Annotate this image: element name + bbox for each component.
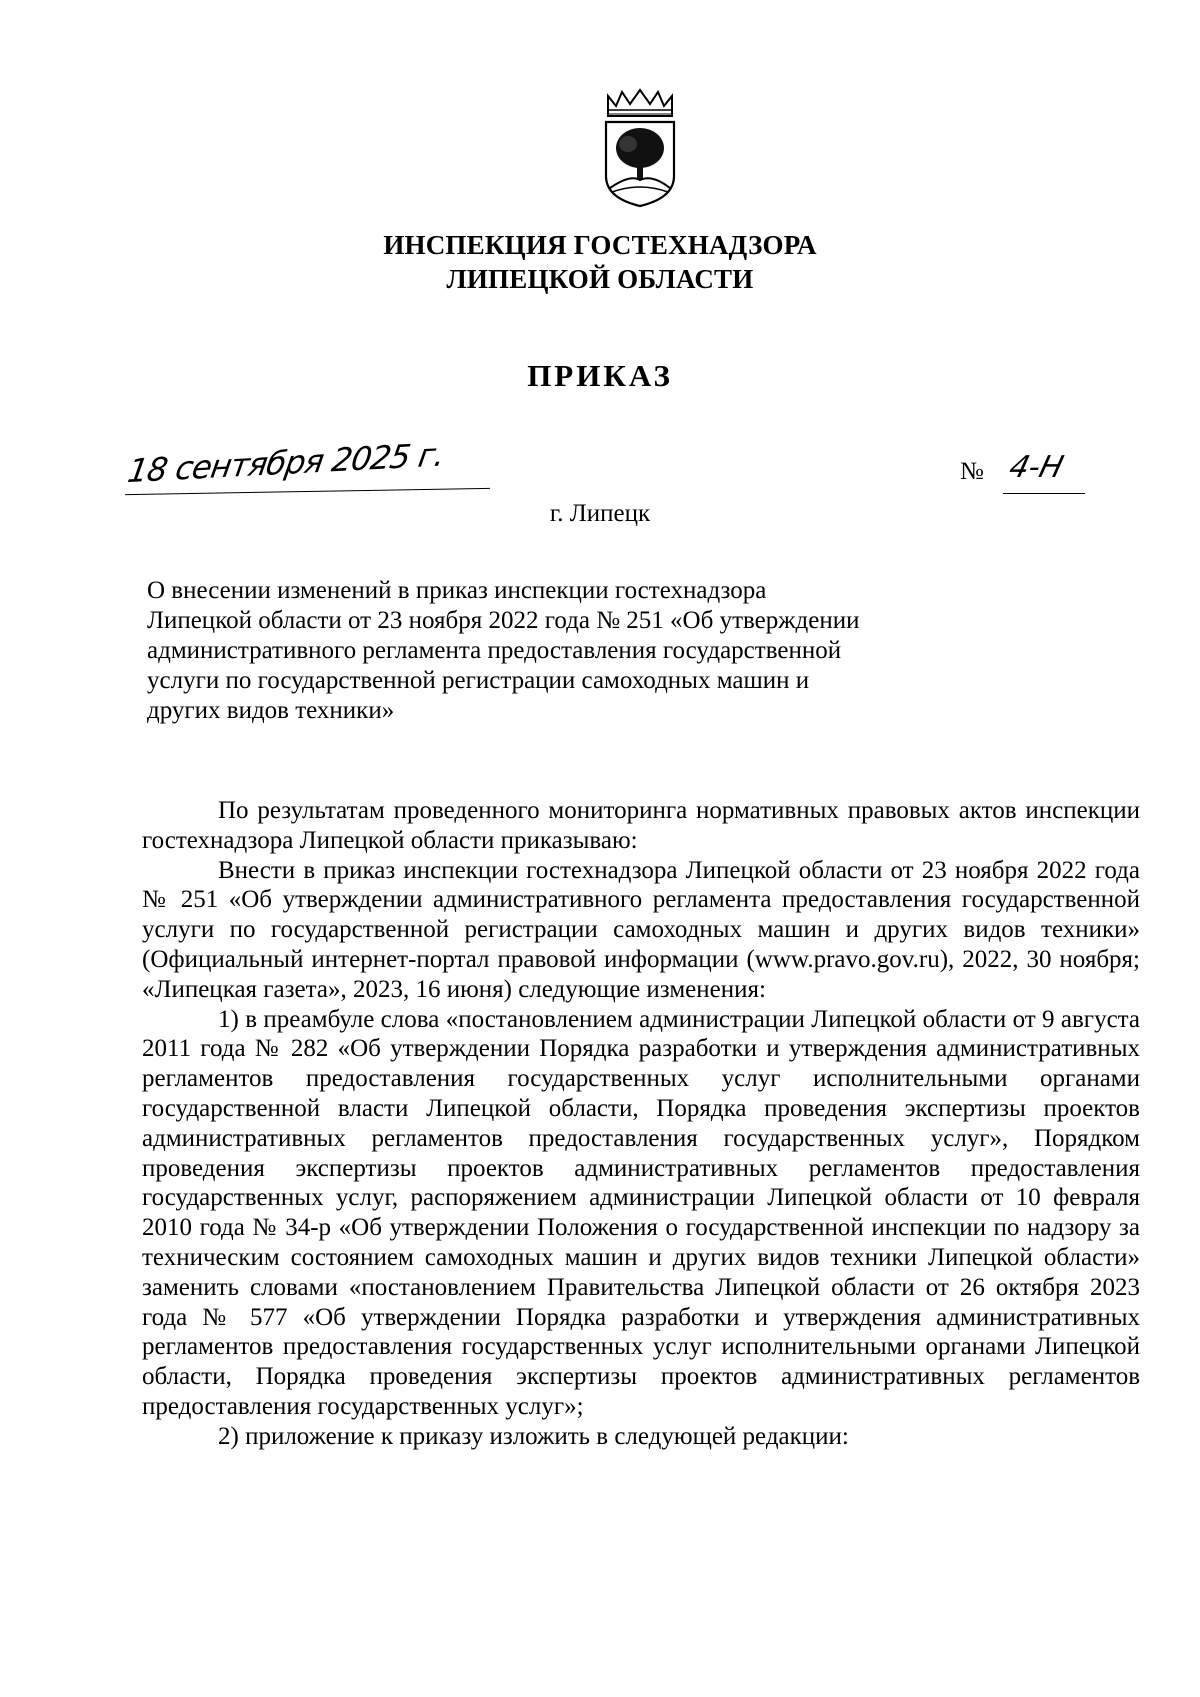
organization-name-line1: ИНСПЕКЦИЯ ГОСТЕХНАДЗОРА [383, 230, 817, 260]
body-paragraph: По результатам проведенного мониторинга нормативных правовых актов инспекции гостехнадзора Липецкой области приказываю: [142, 797, 1140, 854]
document-type-title: ПРИКАЗ [527, 358, 673, 393]
document-number-label: № [960, 458, 984, 485]
number-underline [1003, 493, 1085, 494]
organization-name-line2: ЛИПЕЦКОЙ ОБЛАСТИ [446, 264, 754, 294]
lipetsk-coat-of-arms-emblem [600, 88, 680, 208]
date-underline [125, 488, 490, 495]
document-date-handwritten: 18 сентября 2025 г. [124, 435, 447, 491]
document-subject: О внесении изменений в приказ инспекции гостехнадзора Липецкой области от 23 ноября 2022 года № 251 «Об утверждении административного регламента предоставления государственной услуги по государственной регистрации самоходных машин и других видов техники» [147, 577, 860, 724]
document-number-handwritten: 4-Н [1005, 450, 1067, 485]
document-city: г. Липецк [549, 500, 651, 527]
body-paragraph: 2) приложение к приказу изложить в следующей редакции: [218, 1422, 849, 1450]
document-body [142, 796, 1140, 1452]
body-paragraph: Внести в приказ инспекции гостехнадзора Липецкой области от 23 ноября 2022 года № 251 «Об утверждении административного регламента предоставления государственной услуги по государственной регистрации самоходных машин и других видов техники» (Официальный интернет-портал правовой информации (www.pravo.gov.ru), 2022, 30 ноября; «Липецкая газета», 2023, 16 июня) следующие изменения: [142, 856, 1140, 1003]
body-paragraph: 1) в преамбуле слова «постановлением администрации Липецкой области от 9 августа 2011 года № 282 «Об утверждении Порядка разработки и утверждения административных регламентов предоставления государственных услуг исполнительными органами государственной власти Липецкой области, Порядка проведения экспертизы проектов административных регламентов предоставления государственных услуг», Порядком проведения экспертизы проектов административных регламентов предоставления государственных услуг, распоряжением администрации Липецкой области от 10 февраля 2010 года № 34-р «Об утверждении Положения о государственной инспекции по надзору за техническим состоянием самоходных машин и других видов техники Липецкой области» заменить словами «постановлением Правительства Липецкой области от 26 октября 2023 года № 577 «Об утверждении Порядка разработки и утверждения административных регламентов предоставления государственных услуг исполнительными органами Липецкой области, Порядка проведения экспертизы проектов административных регламентов предоставления государственных услуг»; [142, 1005, 1140, 1420]
